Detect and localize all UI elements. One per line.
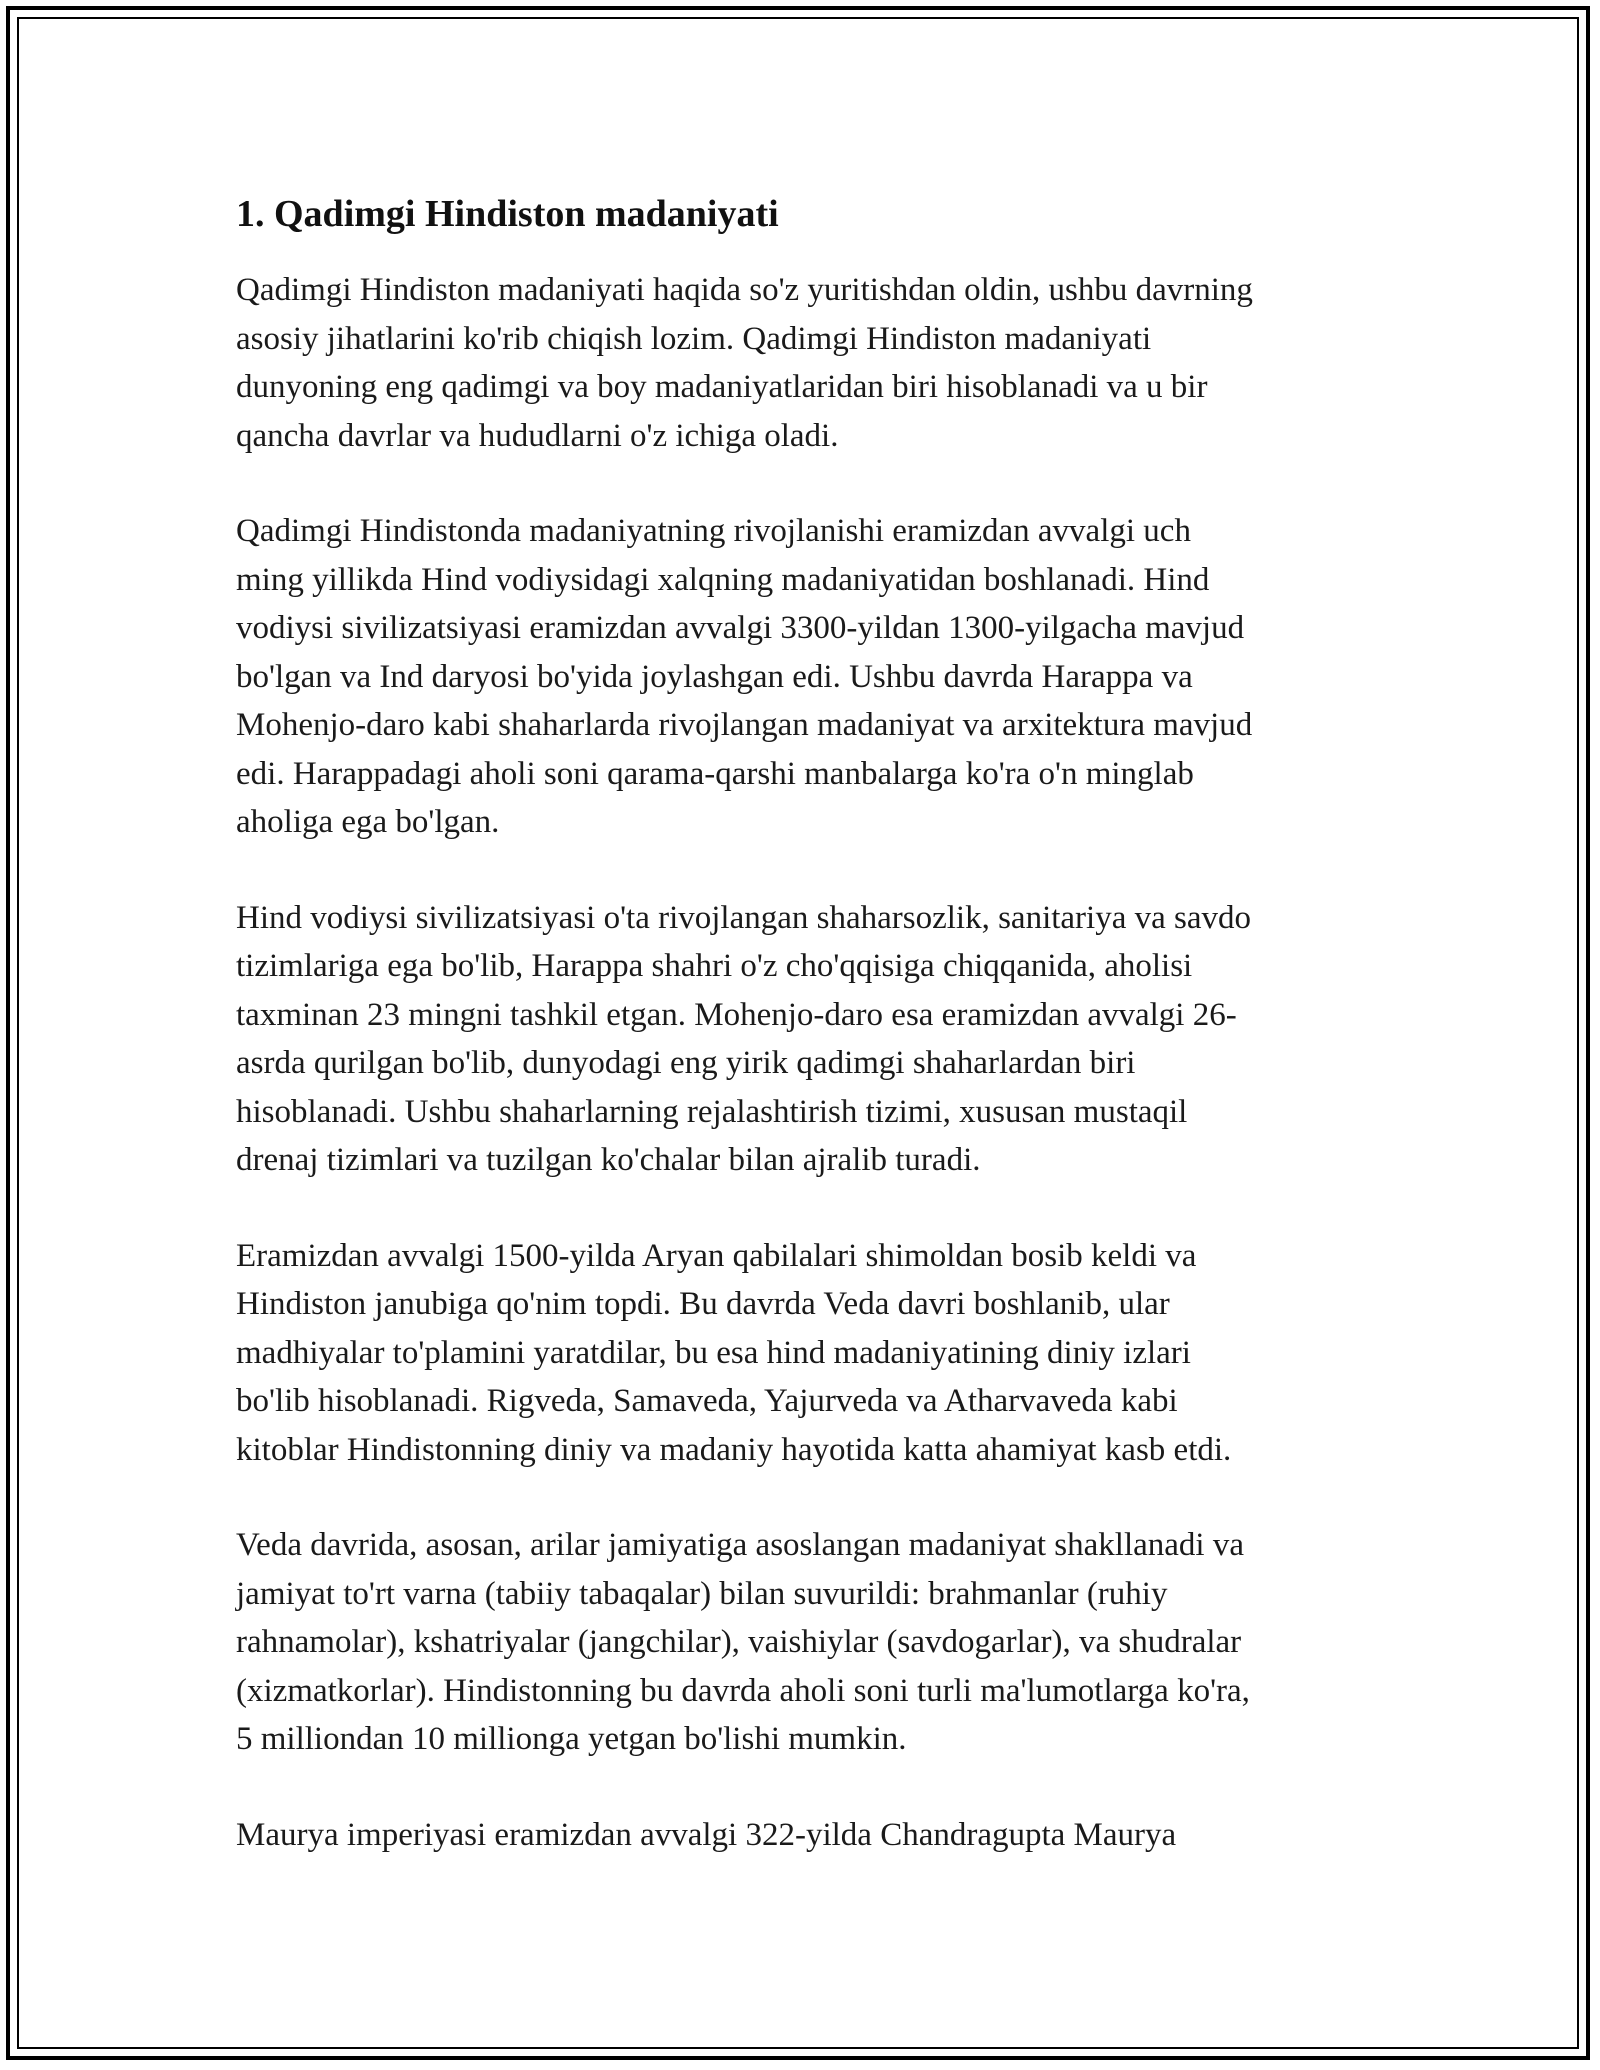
text-line: Qadimgi Hindiston madaniyati haqida so'z yuritishdan oldin, ushbu davrning (236, 272, 1253, 308)
text-line: bo'lgan va Ind daryosi bo'yida joylashgan edi. Ushbu davrda Harappa va (236, 658, 1193, 695)
document-body (236, 188, 1386, 1906)
text-line: Veda davrida, asosan, arilar jamiyatiga asoslangan madaniyat shakllanadi va (236, 1527, 1244, 1563)
text-line: Qadimgi Hindistonda madaniyatning rivojlanishi eramizdan avvalgi uch (236, 513, 1191, 549)
paragraph-6 (236, 1811, 1386, 1860)
text-line: rahnamolar), kshatriyalar (jangchilar), vaishiylar (savdogarlar), va shudralar (236, 1624, 1242, 1660)
text-line: hisoblanadi. Ushbu shaharlarning rejalashtirish tizimi, xususan mustaqil (236, 1093, 1188, 1130)
text-line: vodiysi sivilizatsiyasi eramizdan avvalgi 3300-yildan 1300-yilgacha mavjud (236, 610, 1245, 646)
text-line: Hind vodiysi sivilizatsiyasi o'ta rivojlangan shaharsozlik, sanitariya va savdo (236, 899, 1251, 936)
text-line: (xizmatkorlar). Hindistonning bu davrda aholi soni turli ma'lumotlarga ko'ra, (236, 1672, 1250, 1709)
text-line: qancha davrlar va hududlarni o'z ichiga oladi. (236, 417, 839, 454)
section-heading: 1. Qadimgi Hindiston madaniyati (236, 193, 779, 235)
paragraph-5 (236, 1521, 1386, 1764)
text-line: asrda qurilgan bo'lib, dunyodagi eng yirik qadimgi shaharlardan biri (236, 1045, 1136, 1081)
paragraph-4 (236, 1232, 1386, 1475)
text-line: 5 milliondan 10 millionga yetgan bo'lishi mumkin. (236, 1721, 907, 1757)
text-line: bo'lib hisoblanadi. Rigveda, Samaveda, Yajurveda va Atharvaveda kabi (236, 1383, 1178, 1419)
text-line: drenaj tizimlari va tuzilgan ko'chalar bilan ajralib turadi. (236, 1142, 981, 1178)
text-line: kitoblar Hindistonning diniy va madaniy hayotida katta ahamiyat kasb etdi. (236, 1431, 1232, 1468)
text-line: Maurya imperiyasi eramizdan avvalgi 322-yilda Chandragupta Maurya (236, 1816, 1177, 1853)
text-line: dunyoning eng qadimgi va boy madaniyatlaridan biri hisoblanadi va u bir (236, 369, 1208, 405)
text-line: edi. Harappadagi aholi soni qarama-qarshi manbalarga ko'ra o'n minglab (236, 755, 1194, 792)
text-line: taxminan 23 mingni tashkil etgan. Mohenjo-daro esa eramizdan avvalgi 26- (236, 996, 1237, 1033)
text-line: ming yillikda Hind vodiysidagi xalqning madaniyatidan boshlanadi. Hind (236, 561, 1210, 598)
paragraph-3 (236, 894, 1386, 1185)
text-line: tizimlariga ega bo'lib, Harappa shahri o'z cho'qqisiga chiqqanida, aholisi (236, 948, 1193, 984)
text-line: Hindiston janubiga qo'nim topdi. Bu davrda Veda davri boshlanib, ular (236, 1286, 1170, 1322)
text-line: Eramizdan avvalgi 1500-yilda Aryan qabilalari shimoldan bosib keldi va (236, 1237, 1197, 1274)
paragraph-1 (236, 266, 1386, 460)
text-line: Mohenjo-daro kabi shaharlarda rivojlangan madaniyat va arxitektura mavjud (236, 707, 1253, 743)
text-line: asosiy jihatlarini ko'rib chiqish lozim. Qadimgi Hindiston madaniyati (236, 320, 1152, 357)
text-line: aholiga ega bo'lgan. (236, 804, 500, 840)
text-line: jamiyat to'rt varna (tabiiy tabaqalar) bilan suvurildi: brahmanlar (ruhiy (236, 1575, 1168, 1612)
paragraph-2 (236, 507, 1386, 847)
text-line: madhiyalar to'plamini yaratdilar, bu esa hind madaniyatining diniy izlari (236, 1334, 1191, 1371)
